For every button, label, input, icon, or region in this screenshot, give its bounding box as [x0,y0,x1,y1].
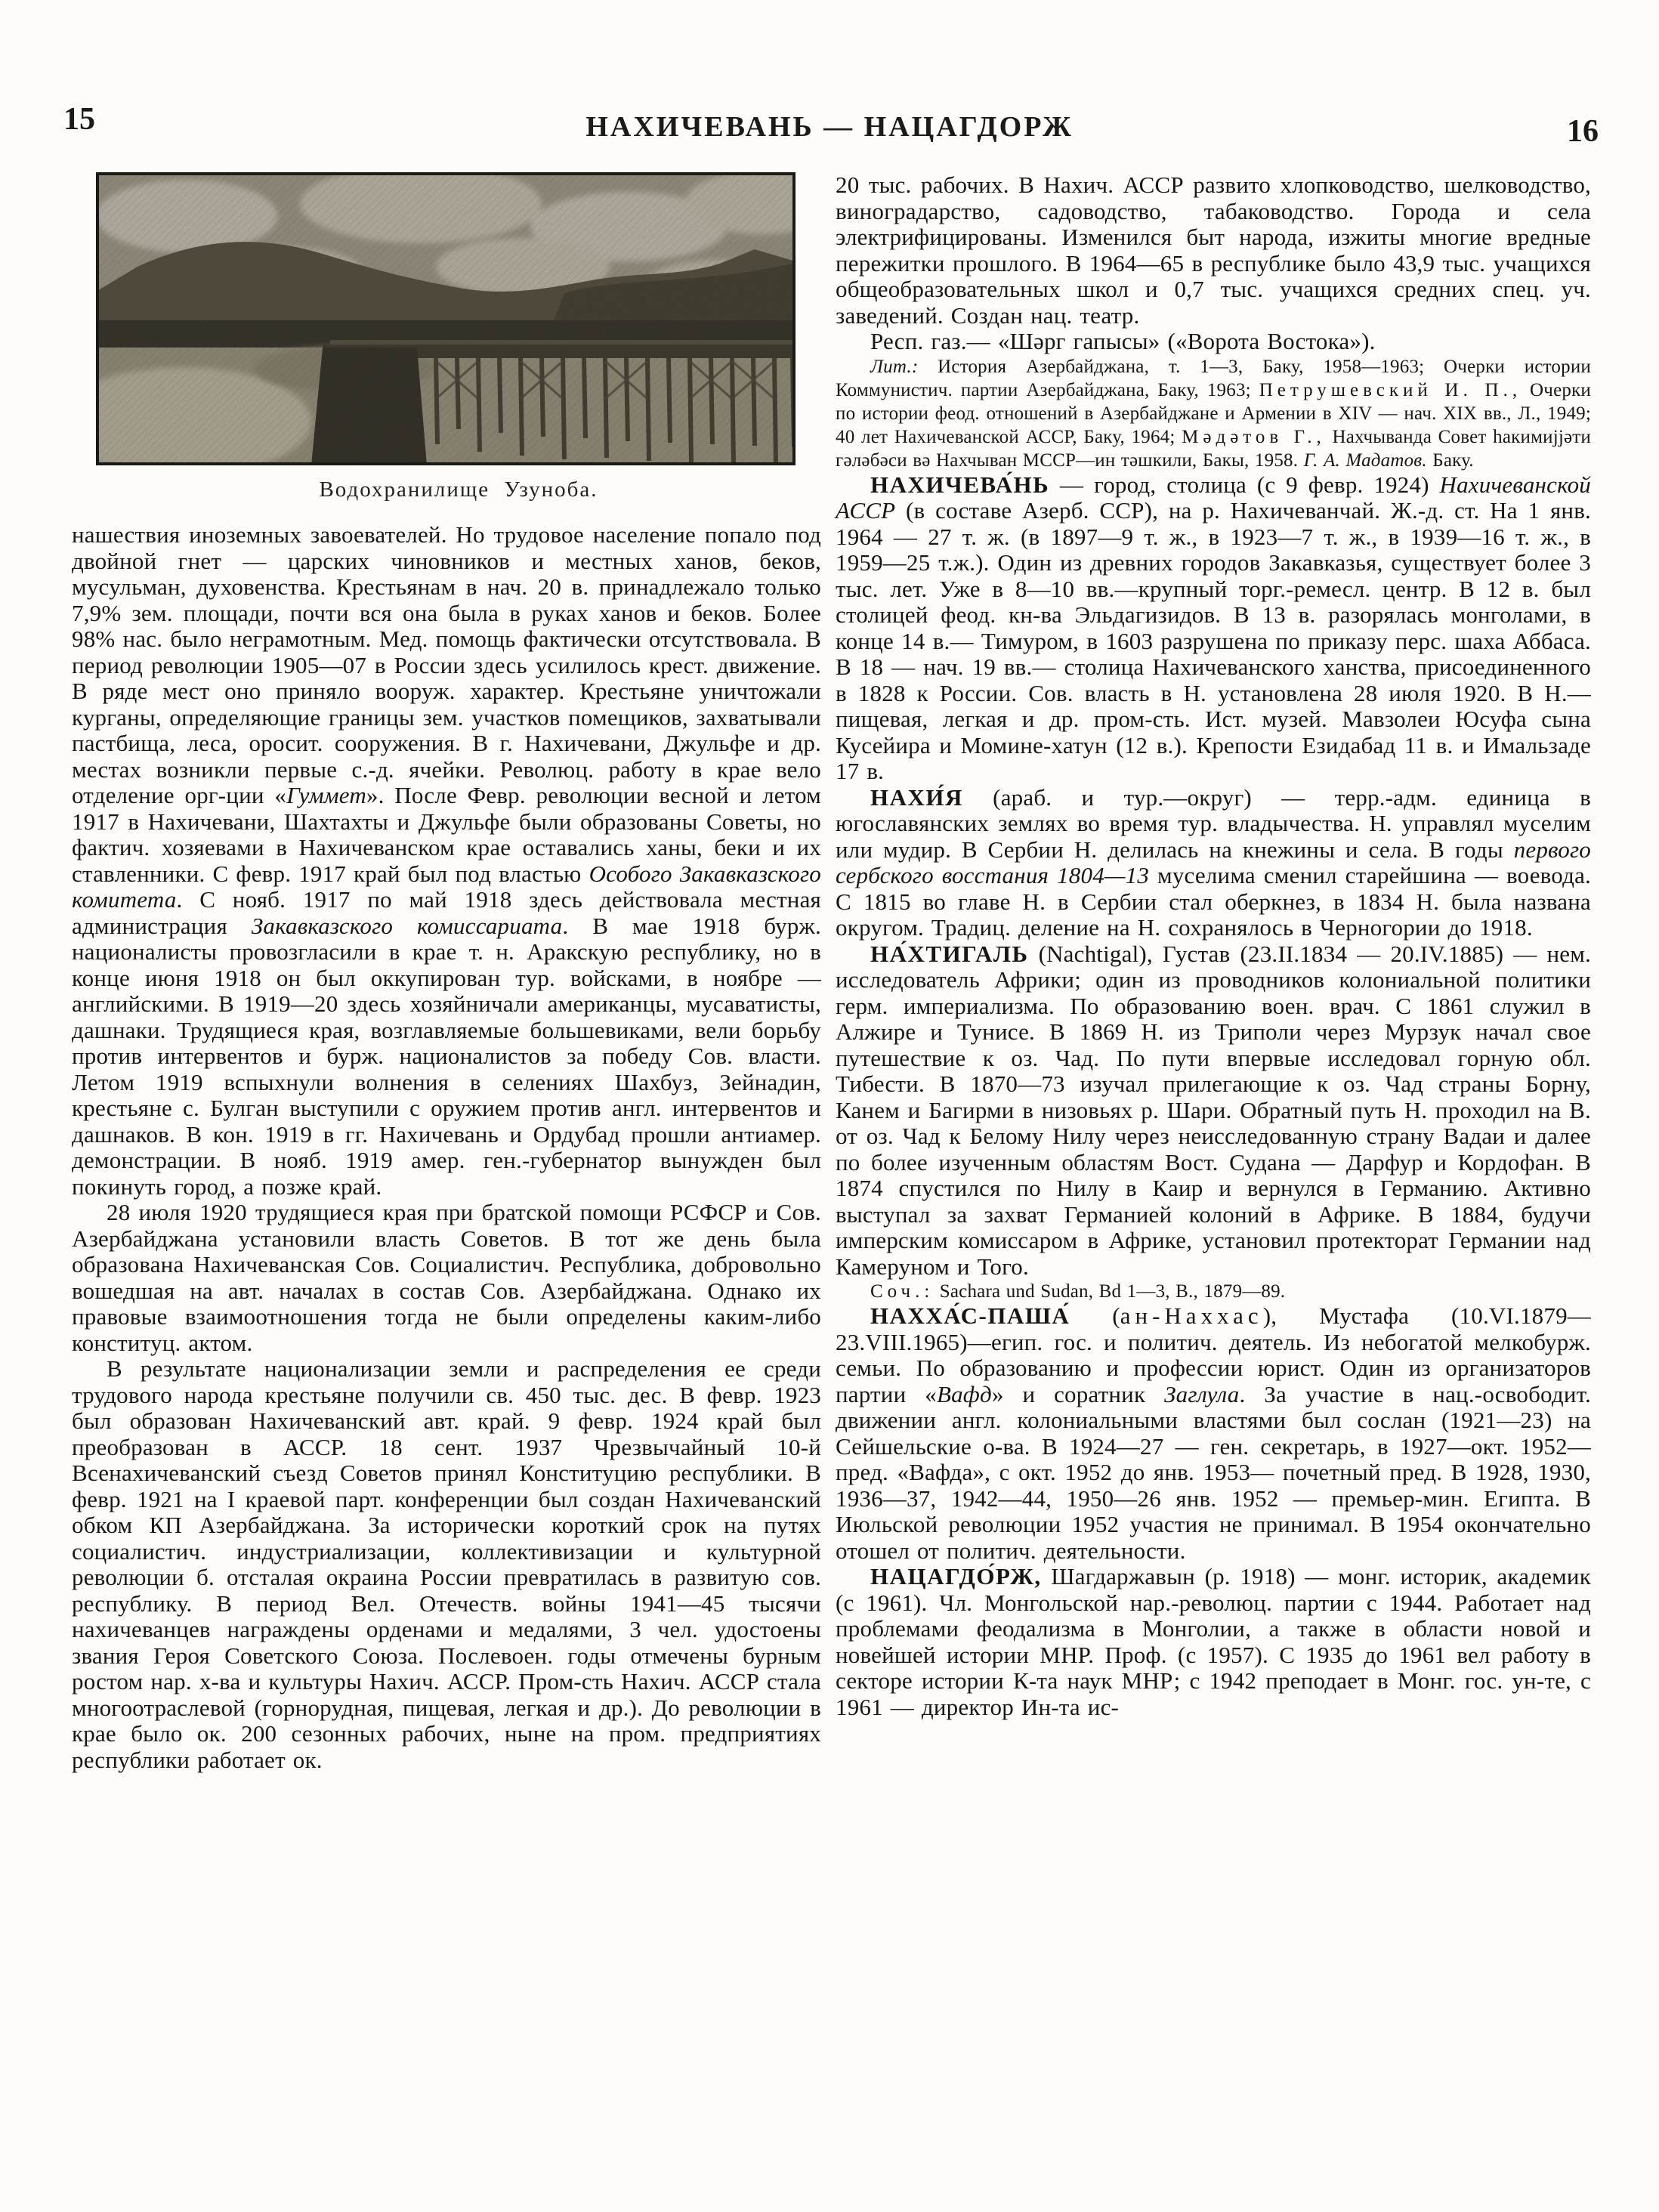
text-run: Нахичеванской АССР [836,471,1591,524]
paragraph [72,1356,821,1773]
text-run: ». После Февр. революции весной и летом 1917 в Нахичевани, Шахтахты и Джульфе были образованы Советы, но фактич. хозяевами в Нахичеванском крае оставались ханы, беки и их ставленники. С февр. 1917 край был под властью [72,782,822,887]
text-run: Sachara und Sudan, Bd 1—3, В., 1879—89. [934,1281,1286,1302]
text-run: Особого Закавказского комитета [72,860,821,913]
text-run: Очерки по истории феод. отношений в Азербайджане и Армении в XIV — нач. XIX вв., Л., 1949; 40 лет Нахичеванской АССР, Баку, 1964; [836,379,1591,447]
text-run: Баку. [1426,450,1474,471]
text-run: История Азербайджана, т. 1—3, Баку, 1958—1963; Очерки истории Коммунистич. партии Азербайджана, Баку, 1963; [836,356,1591,400]
page-number-left: 15 [63,102,95,137]
paragraph [836,1303,1591,1564]
text-run: Мәдәтов Г., [1182,426,1326,447]
running-title: НАХИЧЕВАНЬ — НАЦАГДОРЖ [585,111,1074,143]
left-column [72,172,821,1773]
text-run: Нахчыванда Совет һакимијјәти гәләбәси вә Нахчыван МССР—ин тәшкили, Бакы, 1958. [836,426,1591,471]
paragraph [836,355,1591,472]
text-run: (Nachtigal), Густав (23.II.1834 — 20.IV.1885) — нем. исследователь Африки; один из проводников колониальной политики герм. империализма. По образованию воен. врач. С 1861 служил в Алжире и Тунисе. В 1869 Н. из Триполи через Мурзук начал свое путешествие к оз. Чад. По пути впервые исследовал горную обл. Тибести. В 1870—73 изучал прилегающие к оз. Чад страны Борну, Канем и Багирми в низовьях р. Шари. Обратный путь Н. проходил на В. от оз. Чад к Белому Нилу через неисследованную страну Вадаи и далее по более изученным областям Вост. Судана — Дарфур и Кордофан. В 1874 спустился по Нилу в Каир и вернулся в Германию. Активно выступал за захват Германией колоний в Африке. В 1884, будучи имперским комиссаром в Африке, установил протекторат Германии над Камеруном и Того. [836,940,1591,1280]
text-run: 20 тыс. рабочих. В Нахич. АССР развито хлопководство, шелководство, виноградарство, садоводство, табаководство. Города и села электрифицированы. Изменился быт народа, изжиты многие вредные пережитки прошлого. В 1964—65 в республике было 43,9 тыс. учащихся общеобразовательных школ и 0,7 тыс. учащихся средних спец. уч. заведений. Создан нац. театр. [836,171,1591,329]
text-run: . С нояб. 1917 по май 1918 здесь действовала местная администрация [72,886,821,939]
right-column [836,172,1591,1720]
reservoir-photo [96,172,796,465]
text-run: (араб. и тур.—округ) — терр.-адм. единица в югославянских землях во время тур. владычества. Н. управлял муселим или мудир. В Сербии Н. делилась на кнежины и села. В годы [836,783,1591,863]
text-run: Вафд [936,1380,992,1407]
text-run: первого сербского восстания 1804—13 [836,836,1591,888]
right-column-text [836,172,1591,1720]
text-run: . В мае 1918 бурж. националисты провозгласили в крае т. н. Аракскую республику, но в конце июня 1918 он был оккупирован тур. войсками, в ноябре — английскими. В 1919—20 здесь хозяйничали американцы, мусаватисты, дашнаки. Трудящиеся края, возглавляемые большевиками, вели борьбу против интервентов и бурж. националистов за победу Сов. власти. Летом 1919 вспыхнули волнения в селениях Шахбуз, Зейнадин, крестьяне с. Булган выступили с оружием против англ. интервентов и дашнаков. В кон. 1919 в гг. Нахичевань и Ордубад прошли антиамер. демонстрации. В нояб. 1919 амер. ген.-губернатор вынужден был покинуть город, а позже край. [72,912,821,1200]
text-run: Лит.: [870,356,919,377]
text-run: ), Мустафа (10.VI.1879— 23.VIII.1965)—егип. гос. и политич. деятель. Из небогатой мелкобурж. семьи. По образованию и профессии юрист. Один из организаторов партии « [836,1302,1591,1407]
text-run: В результате национализации земли и распределения ее среди трудового народа крестьяне получили св. 450 тыс. дес. В февр. 1923 был образован Нахичеванский авт. край. 9 февр. 1924 край был преобразован в АССР. 18 сент. 1937 Чрезвычайный 10-й Всенахичеванский съезд Советов принял Конституцию республики. В февр. 1921 на I краевой парт. конференции был создан Нахичеванский обком КП Азербайджана. За исторически короткий срок на путях социалистич. индустриализации, коллективизации и культурной революции б. отсталая окраина России превратилась в развитую сов. республику. В период Вел. Отечеств. войны 1941—45 тысячи нахичеванцев награждены орденами и медалями, 3 чел. удостоены звания Героя Советского Союза. Послевоен. годы отмечены бурным ростом нар. х-ва и культуры Нахич. АССР. Пром-сть Нахич. АССР стала многоотраслевой (горнорудная, пищевая, легкая и др.). До революции в крае было ок. 200 сезонных рабочих, ныне на пром. предприятиях республики работает ок. [72,1355,821,1773]
left-column-text [72,522,821,1773]
paragraph [836,941,1591,1281]
text-run: муселима сменил старейшина — воевода. С 1815 во главе Н. в Сербии стал оберкнез, в 1834 Н. была названа округом. Традиц. деление на Н. сохранялось в Черногории до 1918. [836,862,1591,941]
page-number-right: 16 [1567,114,1599,149]
text-run: . За участие в нац.-освободит. движении англ. колониальными властями был сослан (1921—23) на Сейшельские о-ва. В 1924—27 — ген. секретарь, в 1927—окт. 1952—пред. «Вафда», с окт. 1952 до янв. 1953— почетный пред. В 1928, 1930, 1936—37, 1942—44, 1950—26 янв. 1952 — премьер-мин. Египта. В Июльской революции 1952 участия не принимал. В 1954 окончательно отошел от политич. деятельности. [836,1380,1591,1564]
text-run: НАХИ́Я [870,783,963,811]
paragraph [836,785,1591,941]
text-run: НА́ХТИГАЛЬ [870,940,1029,967]
text-run: ( [1070,1302,1120,1329]
paragraph [72,1200,821,1356]
text-run: — город, столица (с 9 февр. 1924) [1049,471,1440,498]
text-run: Г. А. Мадатов. [1303,450,1427,471]
photo-caption: Водохранилище Узуноба. [319,477,598,502]
paragraph [836,172,1591,329]
paragraph [836,1564,1591,1720]
paragraph [72,522,821,1200]
paragraph [836,1280,1591,1303]
text-run: Закавказского комиссариата [251,912,563,939]
text-run: Соч.: [870,1281,935,1302]
text-run: Гуммет [286,782,366,808]
text-run: 28 июля 1920 трудящиеся края при братской помощи РСФСР и Сов. Азербайджана установили власть Советов. В тот же день была образована Нахичеванская Сов. Социалистич. Республика, добровольно вошедшая на авт. началах в состав Сов. Азербайджана. Однако их правовые взаимоотношения тогда не были определены каким-либо конституц. актом. [72,1199,821,1356]
text-run: НАЦАГДО́РЖ, [870,1563,1042,1589]
text-run: (в составе Азерб. ССР), на р. Нахичеванчай. Ж.-д. ст. На 1 янв. 1964 — 27 т. ж. (в 1897—9 т. ж., в 1923—7 т. ж., в 1939—16 т. ж., в 1959—25 т.ж.). Один из древних городов Закавказья, существует более 3 тыс. лет. Уже в 8—10 вв.—крупный торг.-ремесл. центр. В 12 в. был столицей феод. кн-ва Эльдагизидов. В 13 в. разорялась монголами, в конце 14 в.— Тимуром, в 1603 разрушена по приказу перс. шаха Аббаса. В 18 — нач. 19 вв.— столица Нахичеванского ханства, присоединенного в 1828 к России. Сов. власть в Н. установлена 28 июля 1920. В Н.— пищевая, легкая и др. пром-сть. Ист. музей. Мавзолеи Юсуфа сына Кусейира и Момине-хатун (12 в.). Крепости Езидабад 11 в. и Имальзаде 17 в. [836,497,1591,784]
reservoir-photo-image [96,172,796,465]
photo-figure [72,172,821,502]
text-run: НАХХА́С-ПАША́ [870,1302,1070,1329]
text-run: Петрушевский И. П., [1259,379,1522,400]
paragraph [836,472,1591,785]
text-run: Респ. газ.— «Шәрг гапысы» («Ворота Востока»). [870,328,1376,354]
text-run: » и соратник [991,1380,1165,1407]
paragraph [836,329,1591,355]
text-run: Заглула [1164,1380,1240,1407]
text-run: НАХИЧЕВА́НЬ [870,471,1050,498]
text-run: нашествия иноземных завоевателей. Но трудовое население попало под двойной гнет — царских чиновников и местных ханов, беков, мусульман, духовенства. Крестьянам в нач. 20 в. принадлежало только 7,9% зем. площади, почти вся она была в руках ханов и беков. Более 98% нас. было неграмотным. Мед. помощь фактически отсутствовала. В период революции 1905—07 в России здесь усилилось крест. движение. В ряде мест оно приняло вооруж. характер. Крестьяне уничтожали курганы, определяющие границы зем. участков помещиков, захватывали пастбища, леса, оросит. сооружения. В г. Нахичевани, Джульфе и др. местах возникли первые с.-д. ячейки. Революц. работу в крае вело отделение орг-ции « [72,521,821,808]
text-run: ан-Наххас [1120,1302,1263,1329]
text-run: Шагдаржавын (р. 1918) — монг. историк, академик (с 1961). Чл. Монгольской нар.-революц. партии с 1944. Работает над проблемами феодализма в Монголии, а также в области новой и новейшей истории МНР. Проф. (с 1957). С 1935 до 1961 вел работу в секторе истории К-та наук МНР; с 1942 преподает в Монг. гос. ун-те, с 1961 — директор Ин-та ис- [836,1563,1591,1720]
